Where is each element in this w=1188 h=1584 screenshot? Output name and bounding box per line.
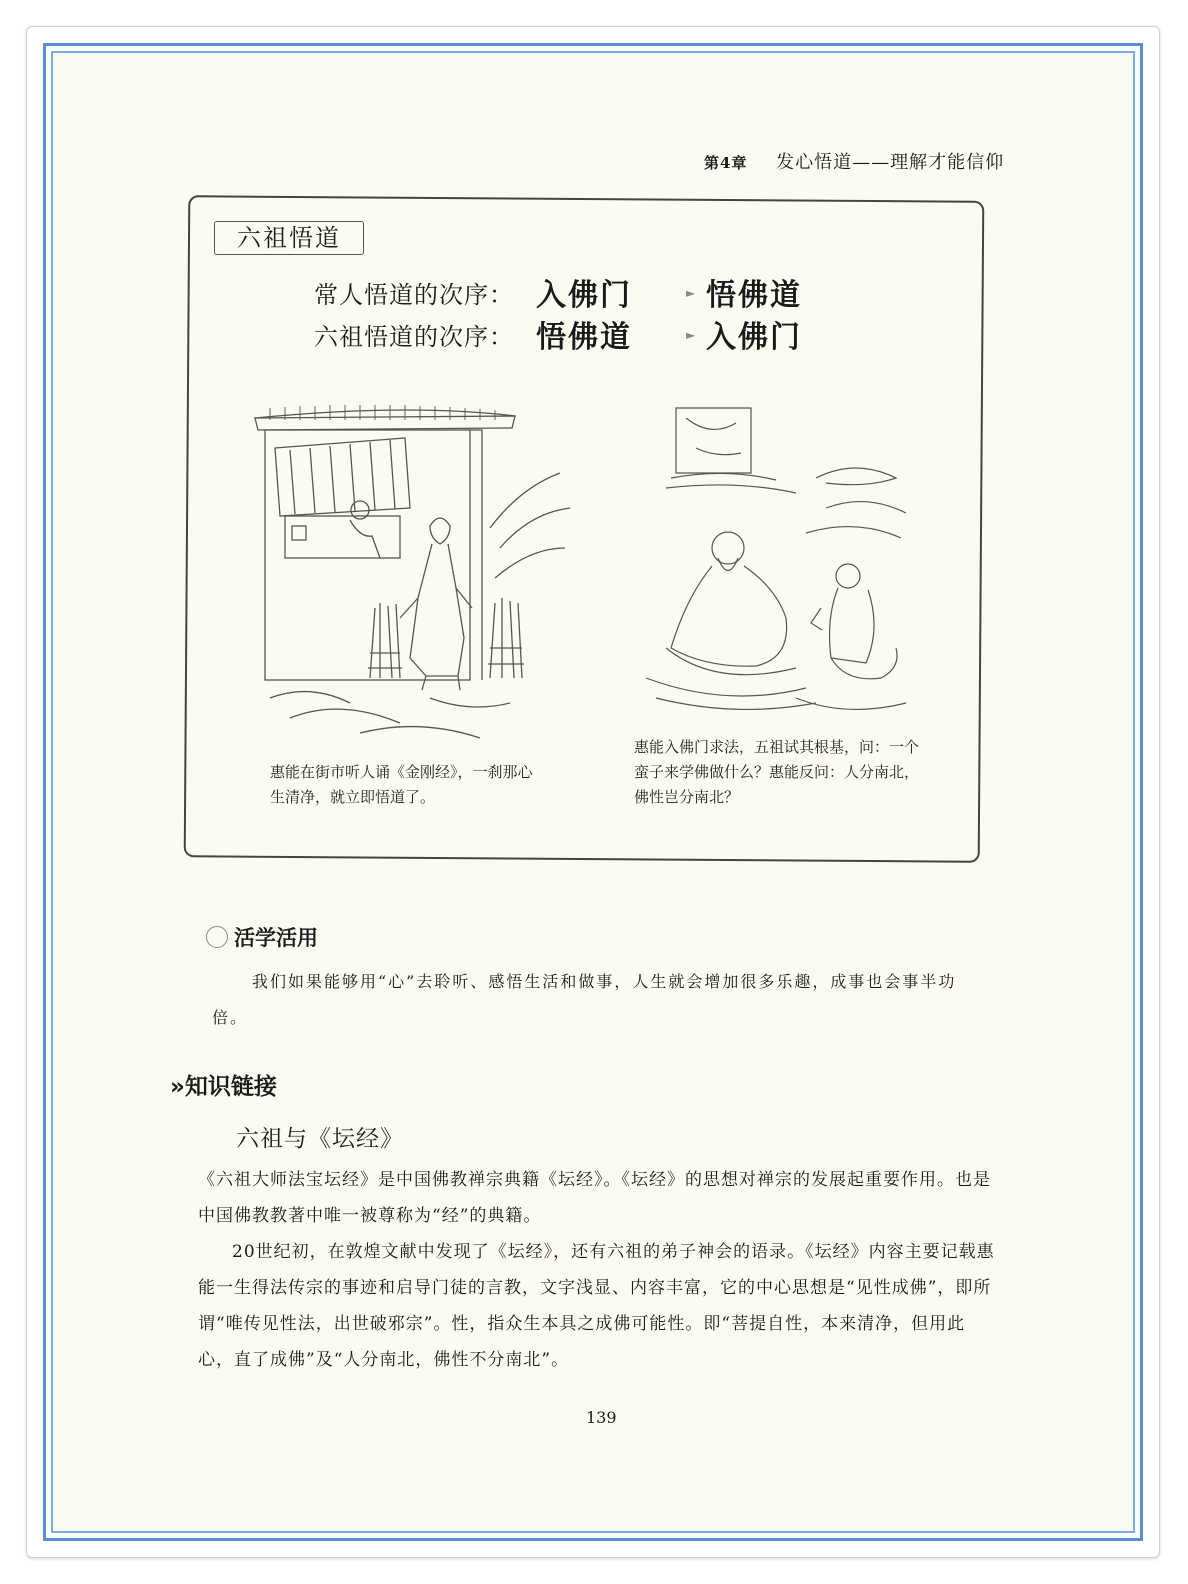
order-label-sixth: 六祖悟道的次序： <box>314 323 514 351</box>
order-label-common: 常人悟道的次序： <box>314 281 514 309</box>
arrow-icon: ► <box>686 286 696 300</box>
knowledge-heading-text: 知识链接 <box>184 1074 277 1100</box>
order-step-sixth-2: 入佛门 <box>706 320 802 355</box>
caption-right: 惠能入佛门求法，五祖试其根基，问：一个蛮子来学佛做什么？惠能反问：人分南北，佛性岂分南北？ <box>634 738 920 806</box>
order-step-sixth-1: 悟佛道 <box>536 320 632 355</box>
box-tag: 六祖悟道 <box>214 221 364 255</box>
illustration-market-scene <box>250 398 575 743</box>
arrow-icon: ► <box>686 328 696 342</box>
caption-left: 惠能在街市听人诵《金刚经》，一刹那心生清净，就立即悟道了。 <box>270 763 533 806</box>
apply-text: 我们如果能够用“心”去聆听、感悟生活和做事，人生就会增加很多乐趣，成事也会事半功倍。 <box>212 972 957 1027</box>
chapter-title: 发心悟道——理解才能信仰 <box>776 152 1005 173</box>
apply-heading-text: 活学活用 <box>234 926 318 950</box>
page-number: 139 <box>586 1408 617 1427</box>
knowledge-heading <box>170 1068 277 1101</box>
knowledge-paragraph-1: 《六祖大师法宝坛经》是中国佛教禅宗典籍《坛经》。《坛经》的思想对禅宗的发展起重要作用。也是中国佛教教著中唯一被尊称为“经”的典籍。 <box>198 1170 991 1226</box>
knowledge-subtitle: 六祖与《坛经》 <box>236 1126 404 1152</box>
knowledge-paragraph-2: 20世纪初，在敦煌文献中发现了《坛经》，还有六祖的弟子神会的语录。《坛经》内容主要记载惠能一生得法传宗的事迹和启导门徒的言教，文字浅显、内容丰富，它的中心思想是“见性成佛”，即所谓“唯传见性法，出世破邪宗”。性，指众生本具之成佛可能性。即“菩提自性，本来清净，但用此心，直了成佛”及“人分南北，佛性不分南北”。 <box>198 1242 995 1370</box>
order-step-common-2: 悟佛道 <box>706 278 802 313</box>
order-step-common-1: 入佛门 <box>536 278 632 313</box>
knowledge-body <box>198 1162 998 1378</box>
double-chevron-icon: » <box>170 1074 185 1100</box>
illustration-master-disciple <box>626 398 918 723</box>
circle-bullet-icon <box>206 926 228 948</box>
apply-heading <box>206 922 318 952</box>
running-head <box>704 148 1034 174</box>
chapter-number: 第4章 <box>704 154 748 172</box>
